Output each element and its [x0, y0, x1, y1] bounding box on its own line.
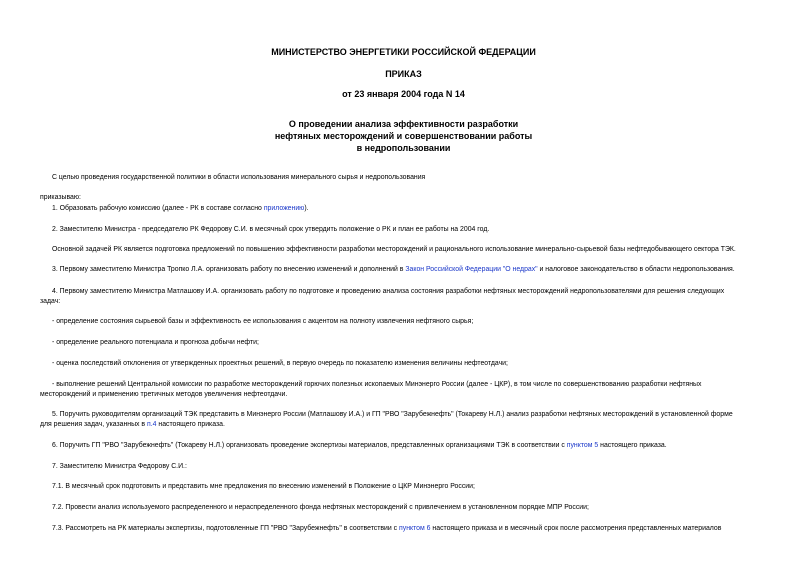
- paragraph-5-text: для решения задач, указанных в: [40, 421, 147, 428]
- preamble: С целью проведения государственной политики в области использования минерального сырья и недропользования: [52, 174, 426, 181]
- paragraph-2b: Основной задачей РК является подготовка предложений по повышению эффективности разработки месторождений и рационального использование минерально-сырьевой базы нефтедобывающего сектора ТЭК.: [52, 246, 736, 253]
- ministry-heading: МИНИСТЕРСТВО ЭНЕРГЕТИКИ РОССИЙСКОЙ ФЕДЕРАЦИИ: [271, 47, 536, 57]
- paragraph-7-3-end: настоящего приказа и в месячный срок после рассмотрения представленных материалов: [430, 525, 722, 532]
- paragraph-6: [52, 441, 667, 451]
- paragraph-4-line-2: задач:: [40, 298, 61, 305]
- bullet-4-line-2: месторождений и применению третичных методов увеличения нефтеотдачи.: [40, 391, 288, 398]
- paragraph-7-2: 7.2. Провести анализ используемого распределенного и нераспределенного фонда нефтяных месторождений с привлечением в установленном порядке МПР России;: [52, 504, 589, 511]
- paragraph-6-end: настоящего приказа.: [598, 442, 667, 449]
- date-number-heading: от 23 января 2004 года N 14: [342, 89, 465, 99]
- bullet-3: - оценка последствий отклонения от утвержденных проектных решений, в первую очередь по показателю изменения величины нефтеотдачи;: [52, 360, 508, 367]
- order-word: приказываю:: [40, 194, 81, 201]
- item-4-link[interactable]: п.4: [146, 421, 157, 428]
- paragraph-5-line-1: 5. Поручить руководителям организаций ТЭК представить в Минэнерго России (Матлашову И.А.) и ГП "РВО "Зарубежнефть" (Токареву Н.Л.) анализ разработки нефтяных месторождений в установленной форме: [52, 411, 733, 418]
- paragraph-1-text: 1. Образовать рабочую комиссию (далее - РК в составе согласно: [52, 205, 264, 212]
- law-on-subsoil-link[interactable]: Закон Российской Федерации "О недрах": [405, 266, 538, 273]
- title-line-2: нефтяных месторождений и совершенствовании работы: [274, 131, 533, 141]
- paragraph-3-end: и налоговое законодательство в области недропользования.: [537, 266, 735, 273]
- paragraph-7-1: 7.1. В месячный срок подготовить и представить мне предложения по внесению изменений в Положение о ЦКР Минэнерго России;: [52, 483, 475, 490]
- paragraph-5-end: настоящего приказа.: [156, 421, 225, 428]
- paragraph-1: [52, 204, 309, 214]
- bullet-4-line-1: - выполнение решений Центральной комиссии по разработке месторождений горючих полезных ископаемых Минэнерго России (далее - ЦКР), в том числе по совершенствованию разработки нефтяных: [52, 381, 702, 388]
- doc-type-heading: ПРИКАЗ: [385, 69, 422, 79]
- bullet-2: - определение реального потенциала и прогноза добычи нефти;: [52, 339, 259, 346]
- item-5-link[interactable]: пунктом 5: [566, 442, 599, 449]
- bullet-1: - определение состояния сырьевой базы и эффективность ее использования с акцентом на полноту извлечения нефтяного сырья;: [52, 318, 474, 325]
- title-line-1: О проведении анализа эффективности разработки: [288, 119, 519, 129]
- item-6-link[interactable]: пунктом 6: [399, 525, 431, 532]
- paragraph-4-line-1: 4. Первому заместителю Министра Матлашову И.А. организовать работу по подготовке и проведению анализа состояния разработки нефтяных месторождений недропользователями для решения следующих: [52, 288, 725, 295]
- paragraph-5-line-2: [40, 420, 225, 430]
- title-line-3: в недропользовании: [356, 143, 451, 153]
- paragraph-3: [52, 265, 735, 275]
- paragraph-1-end: ).: [304, 205, 309, 212]
- paragraph-7: 7. Заместителю Министра Федорову С.И.:: [52, 463, 187, 470]
- paragraph-2: 2. Заместителю Министра - председателю РК Федорову С.И. в месячный срок утвердить положение о РК и план ее работы на 2004 год.: [52, 226, 490, 233]
- appendix-link[interactable]: приложению: [263, 205, 305, 212]
- paragraph-3-text: 3. Первому заместителю Министра Тропко Л.А. организовать работу по внесению изменений и дополнений в: [52, 266, 406, 273]
- paragraph-7-3-text: 7.3. Рассмотреть на РК материалы экспертизы, подготовленные ГП "РВО "Зарубежнефть" в соответствии с: [52, 525, 400, 532]
- paragraph-7-3: [52, 524, 721, 534]
- paragraph-6-text: 6. Поручить ГП "РВО "Зарубежнефть" (Токареву Н.Л.) организовать проведение экспертизы материалов, представленных организациями ТЭК в соответствии с: [52, 442, 567, 449]
